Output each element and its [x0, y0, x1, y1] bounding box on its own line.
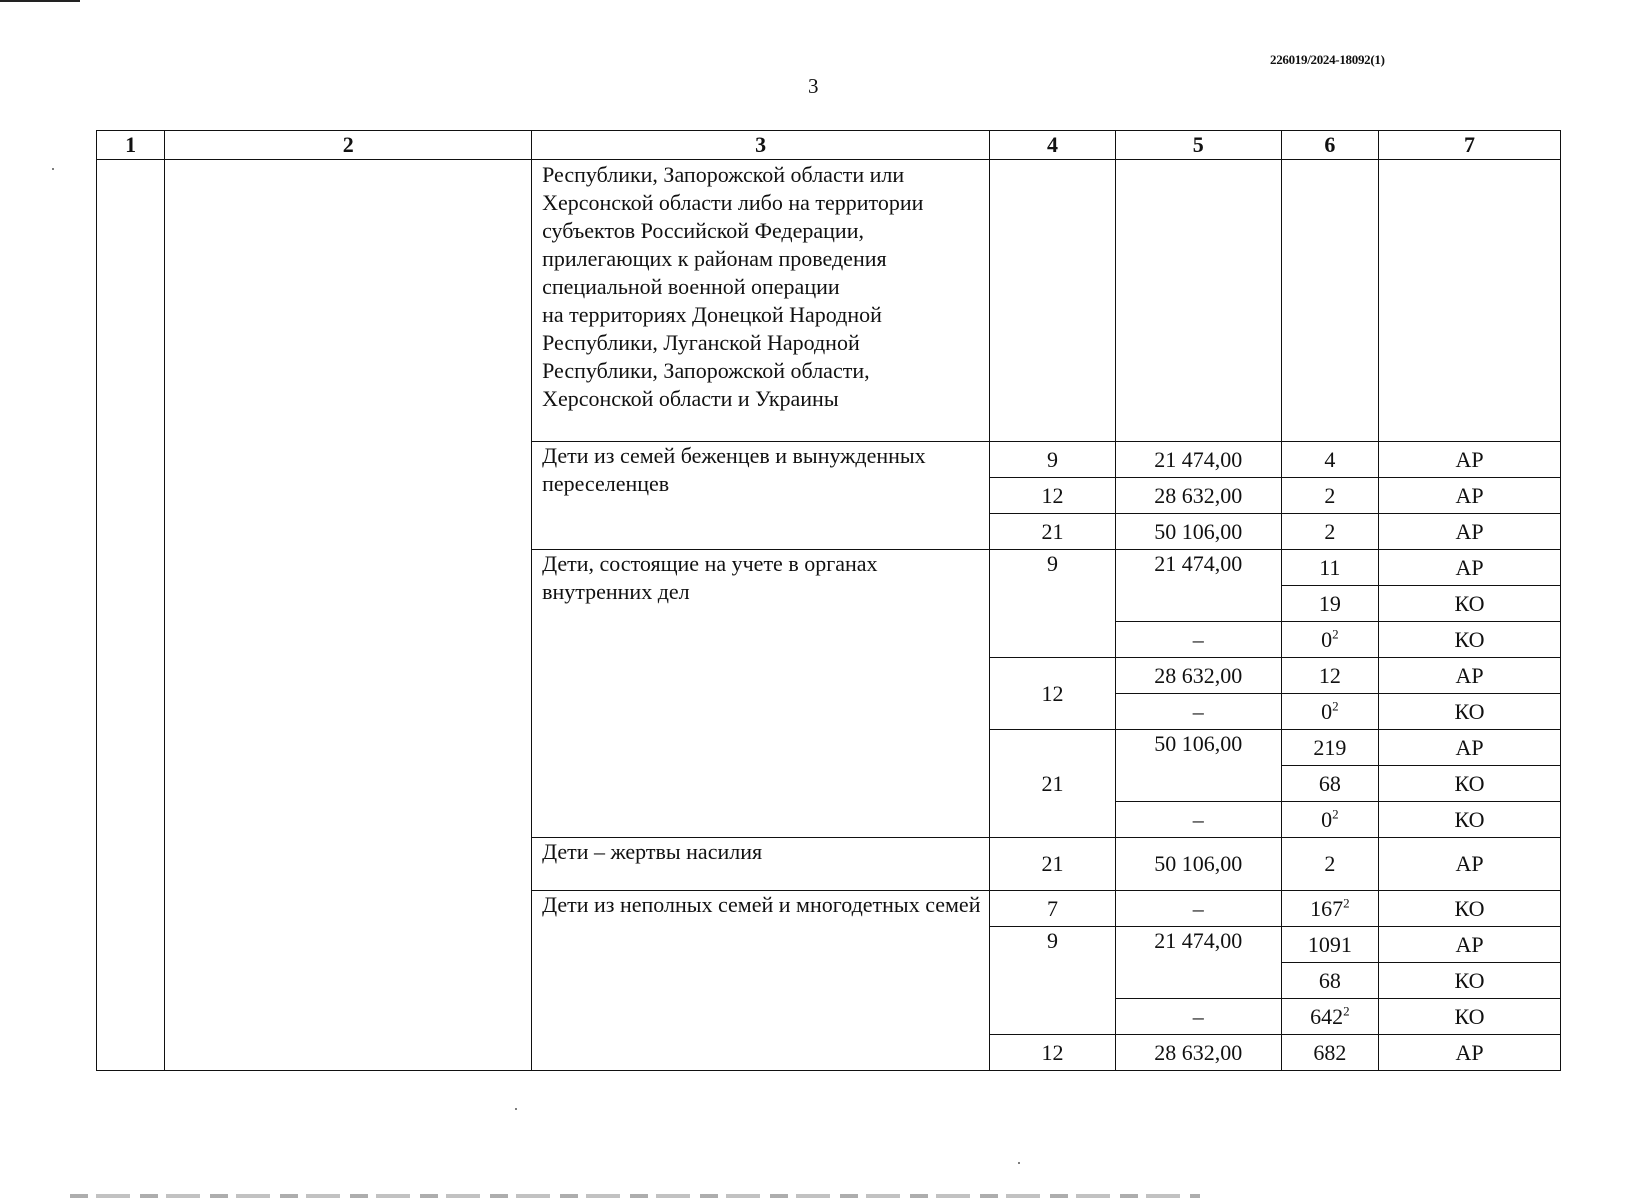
amount-cell: – [1115, 802, 1281, 838]
count-value: 167 [1310, 895, 1344, 921]
source-cell: КО [1379, 622, 1561, 658]
source-cell: КО [1379, 694, 1561, 730]
empty-cell [1281, 160, 1378, 442]
footnote-mark: 2 [1332, 698, 1339, 714]
source-cell: КО [1379, 963, 1561, 999]
source-cell: КО [1379, 999, 1561, 1035]
footnote-mark: 2 [1332, 626, 1339, 642]
amount-cell: 50 106,00 [1115, 730, 1281, 802]
page-number: 3 [808, 74, 819, 98]
source-cell: АР [1379, 658, 1561, 694]
count-value: 0 [1321, 806, 1333, 832]
category-cell: Дети из семей беженцев и вынужденных переселенцев [532, 442, 990, 550]
header-col-2: 2 [165, 131, 532, 160]
count-value: 0 [1321, 626, 1333, 652]
scan-speck [52, 168, 54, 170]
amount-cell: 21 474,00 [1115, 442, 1281, 478]
count-cell: 19 [1281, 586, 1378, 622]
count-cell: 2 [1281, 478, 1378, 514]
count-cell: 11 [1281, 550, 1378, 586]
category-cell: Дети – жертвы насилия [532, 838, 990, 891]
count-cell [1281, 802, 1378, 838]
source-cell: АР [1379, 442, 1561, 478]
scan-bottom-artifact [70, 1194, 1200, 1198]
amount-cell: 50 106,00 [1115, 514, 1281, 550]
count-cell [1281, 694, 1378, 730]
header-col-5: 5 [1115, 131, 1281, 160]
age-cell: 21 [990, 730, 1116, 838]
count-cell: 68 [1281, 963, 1378, 999]
table-header-row [97, 131, 1561, 160]
scan-speck [1018, 1162, 1020, 1164]
age-cell: 7 [990, 891, 1116, 927]
age-cell: 21 [990, 838, 1116, 891]
count-cell [1281, 999, 1378, 1035]
source-cell: АР [1379, 838, 1561, 891]
age-cell: 21 [990, 514, 1116, 550]
amount-cell: 28 632,00 [1115, 658, 1281, 694]
count-cell: 219 [1281, 730, 1378, 766]
source-cell: АР [1379, 550, 1561, 586]
col2-empty-cell [165, 160, 532, 1071]
age-cell: 12 [990, 658, 1116, 730]
count-value: 642 [1310, 1003, 1344, 1029]
amount-cell: – [1115, 999, 1281, 1035]
amount-cell: 21 474,00 [1115, 550, 1281, 622]
source-cell: КО [1379, 766, 1561, 802]
source-cell: КО [1379, 586, 1561, 622]
amount-cell: 21 474,00 [1115, 927, 1281, 999]
col1-empty-cell [97, 160, 165, 1071]
source-cell: КО [1379, 891, 1561, 927]
amount-cell: 28 632,00 [1115, 1035, 1281, 1071]
source-cell: АР [1379, 478, 1561, 514]
continuation-text: Республики, Запорожской области или Херсонской области либо на территории субъектов Российской Федерации, прилегающих к районам проведения специальной военной операции на территориях Донецкой Народной Республики, Луганской Народной Республики, Запорожской области, Херсонской области и Украины [532, 160, 990, 442]
source-cell: АР [1379, 927, 1561, 963]
count-cell: 12 [1281, 658, 1378, 694]
count-cell: 1091 [1281, 927, 1378, 963]
empty-cell [1115, 160, 1281, 442]
source-cell: АР [1379, 1035, 1561, 1071]
header-col-3: 3 [532, 131, 990, 160]
header-col-6: 6 [1281, 131, 1378, 160]
table-row [97, 160, 1561, 442]
source-cell: АР [1379, 514, 1561, 550]
amount-cell: 50 106,00 [1115, 838, 1281, 891]
footnote-mark: 2 [1343, 895, 1350, 911]
count-value: 0 [1321, 698, 1333, 724]
age-cell: 12 [990, 478, 1116, 514]
source-cell: КО [1379, 802, 1561, 838]
scan-speck [515, 1108, 517, 1110]
age-cell: 9 [990, 442, 1116, 478]
count-cell: 68 [1281, 766, 1378, 802]
count-cell [1281, 891, 1378, 927]
scan-edge-line [0, 0, 80, 2]
age-cell: 12 [990, 1035, 1116, 1071]
count-cell: 2 [1281, 514, 1378, 550]
category-cell: Дети из неполных семей и многодетных семей [532, 891, 990, 1071]
header-col-7: 7 [1379, 131, 1561, 160]
document-id: 226019/2024-18092(1) [1270, 52, 1385, 67]
footnote-mark: 2 [1343, 1003, 1350, 1019]
footnote-mark: 2 [1332, 806, 1339, 822]
count-cell: 682 [1281, 1035, 1378, 1071]
amount-cell: – [1115, 622, 1281, 658]
count-cell: 2 [1281, 838, 1378, 891]
header-col-1: 1 [97, 131, 165, 160]
count-cell [1281, 622, 1378, 658]
empty-cell [1379, 160, 1561, 442]
source-cell: АР [1379, 730, 1561, 766]
age-cell: 9 [990, 550, 1116, 658]
header-col-4: 4 [990, 131, 1116, 160]
amount-cell: 28 632,00 [1115, 478, 1281, 514]
count-cell: 4 [1281, 442, 1378, 478]
data-table [96, 130, 1561, 1071]
age-cell: 9 [990, 927, 1116, 1035]
amount-cell: – [1115, 891, 1281, 927]
category-cell: Дети, состоящие на учете в органах внутренних дел [532, 550, 990, 838]
amount-cell: – [1115, 694, 1281, 730]
empty-cell [990, 160, 1116, 442]
